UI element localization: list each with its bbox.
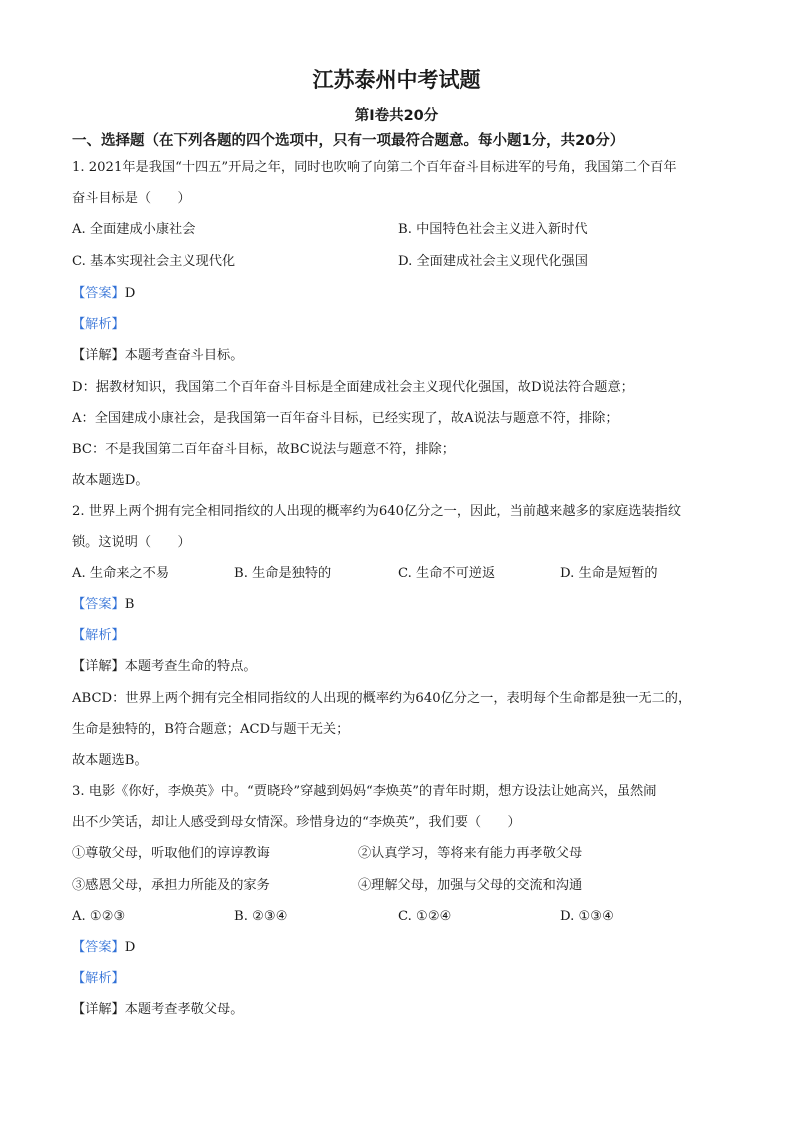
q2-detail: 【详解】本题考查生命的特点。 [72, 659, 257, 674]
q1-option-a: A. 全面建成小康社会 [72, 222, 196, 237]
q1-stem-line2: 奋斗目标是（ ） [72, 191, 191, 206]
q1-option-c: C. 基本实现社会主义现代化 [72, 254, 236, 269]
q3-analysis-tag: 【解析】 [72, 971, 125, 986]
q1-explanation-line: D：据教材知识，我国第二个百年奋斗目标是全面建成社会主义现代化强国，故D说法符合题意； [72, 380, 634, 395]
answer-tag: 【答案】 [72, 597, 125, 612]
q3-statement-1: ①尊敬父母，听取他们的谆谆教诲 [72, 846, 270, 861]
q3-stem-line2: 出不少笑话，却让人感受到母女情深。珍惜身边的“李焕英”，我们要（ ） [72, 815, 521, 830]
q1-explanation-line: A：全国建成小康社会，是我国第一百年奋斗目标，已经实现了，故A说法与题意不符，排除； [72, 411, 619, 426]
q2-option-c: C. 生命不可逆返 [398, 566, 496, 581]
q3-answer-value: D [124, 940, 136, 955]
answer-tag: 【答案】 [72, 940, 125, 955]
q2-stem-line2: 锁。这说明（ ） [72, 535, 191, 550]
page-title: 江苏泰州中考试题 [312, 68, 481, 92]
q3-option-c: C. ①②④ [398, 909, 452, 924]
q1-option-b: B. 中国特色社会主义进入新时代 [398, 222, 588, 237]
q3-statement-2: ②认真学习，等将来有能力再孝敬父母 [358, 846, 583, 861]
q2-analysis-tag: 【解析】 [72, 628, 125, 643]
q2-explanation-line: ABCD：世界上两个拥有完全相同指纹的人出现的概率约为640亿分之一，表明每个生命都是独一无二的， [72, 691, 692, 706]
q3-option-b: B. ②③④ [234, 909, 288, 924]
q2-stem-line1: 2. 世界上两个拥有完全相同指纹的人出现的概率约为640亿分之一，因此，当前越来越多的家庭选装指纹 [72, 504, 682, 519]
q2-answer-value: B [124, 597, 135, 612]
q2-explanation-line: 生命是独特的，B符合题意；ACD与题干无关； [72, 722, 350, 737]
q1-answer [72, 284, 732, 304]
q2-option-d: D. 生命是短暂的 [560, 566, 658, 581]
q2-conclusion: 故本题选B。 [72, 753, 148, 768]
q3-option-a: A. ①②③ [72, 909, 126, 924]
q1-conclusion: 故本题选D。 [72, 473, 149, 488]
answer-tag: 【答案】 [72, 286, 125, 301]
q2-option-a: A. 生命来之不易 [72, 566, 170, 581]
q3-stem-line1: 3. 电影《你好，李焕英》中。“贾晓玲”穿越到妈妈“李焕英”的青年时期，想方设法让她高兴，虽然闹 [72, 784, 657, 799]
q3-detail: 【详解】本题考查孝敬父母。 [72, 1002, 244, 1017]
q1-detail: 【详解】本题考查奋斗目标。 [72, 348, 244, 363]
q1-explanation-line: BC：不是我国第二百年奋斗目标，故BC说法与题意不符，排除； [72, 442, 455, 457]
q1-stem-line1: 1. 2021年是我国“十四五”开局之年，同时也吹响了向第二个百年奋斗目标进军的号角，我国第二个百年 [72, 160, 677, 175]
section-heading: 一、选择题（在下列各题的四个选项中，只有一项最符合题意。每小题1分，共20分） [72, 133, 625, 149]
q1-analysis-tag: 【解析】 [72, 317, 125, 332]
q3-answer [72, 938, 732, 958]
q3-statement-3: ③感恩父母，承担力所能及的家务 [72, 878, 270, 893]
q1-option-d: D. 全面建成社会主义现代化强国 [398, 254, 588, 269]
q2-answer [72, 595, 732, 615]
q1-answer-value: D [124, 286, 136, 301]
q2-option-b: B. 生命是独特的 [234, 566, 332, 581]
q3-option-d: D. ①③④ [560, 909, 614, 924]
page-subtitle: 第Ⅰ卷共20分 [354, 108, 439, 124]
q3-statement-4: ④理解父母，加强与父母的交流和沟通 [358, 878, 583, 893]
